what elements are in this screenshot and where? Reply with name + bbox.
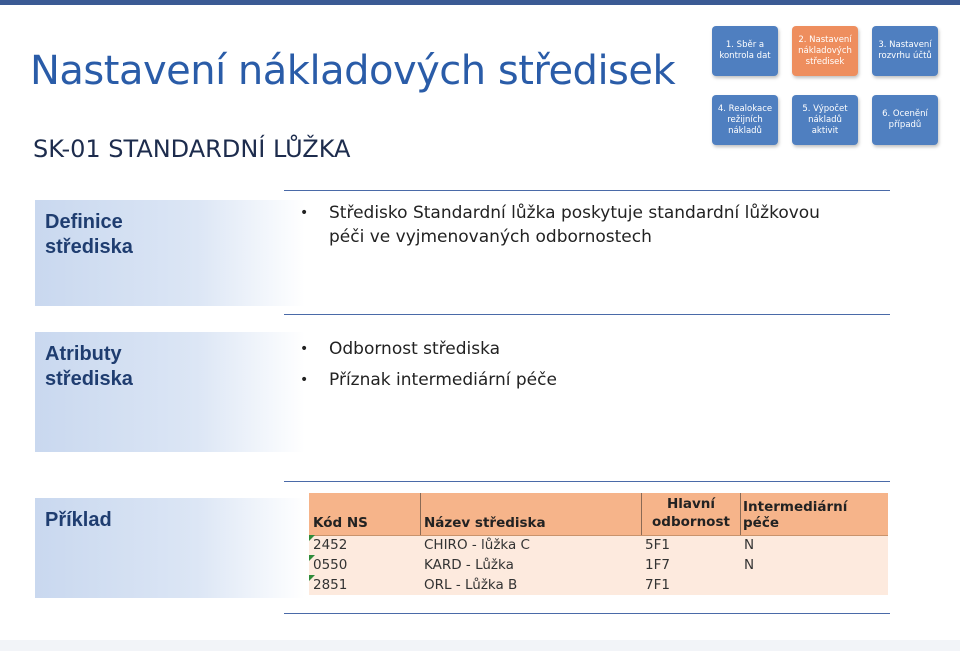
bullet-item: • Příznak intermediární péče xyxy=(300,370,557,390)
example-label-box xyxy=(35,498,305,598)
step-1-data-collection: 1. Sběr a kontrola dat xyxy=(712,26,778,76)
cell-name: KARD - Lůžka xyxy=(424,557,514,573)
bullet-item: • Středisko Standardní lůžka poskytuje standardní lůžkovou péči ve vyjmenovaných odbornostech xyxy=(300,203,820,247)
section-divider xyxy=(284,190,890,191)
step-5-activity-costs: 5. Výpočet nákladů aktivit xyxy=(792,95,858,145)
attributes-label: Atributy střediska xyxy=(45,343,133,390)
page-title: Nastavení nákladových středisek xyxy=(30,48,676,94)
attributes-label-box xyxy=(35,332,305,452)
bullet-item: • Odbornost střediska xyxy=(300,339,501,359)
cell-code: 2851 xyxy=(313,577,348,593)
cell-main: 7F1 xyxy=(645,577,670,593)
section-divider xyxy=(284,314,890,315)
definition-label-box xyxy=(35,200,305,306)
attributes-bullets xyxy=(300,337,860,392)
table-row xyxy=(309,535,888,555)
cell-code: 2452 xyxy=(313,537,348,553)
header-code: Kód NS xyxy=(313,515,368,531)
cell-main: 1F7 xyxy=(645,557,670,573)
table-row xyxy=(309,575,888,595)
column-divider xyxy=(420,493,421,535)
section-divider xyxy=(284,613,890,614)
definition-label: Definice střediska xyxy=(45,211,133,258)
cell-main: 5F1 xyxy=(645,537,670,553)
header-intermediate-care: Intermediární péče xyxy=(743,499,848,531)
step-4-overhead-reallocation: 4. Realokace režijních nákladů xyxy=(712,95,778,145)
step-3-account-allocation: 3. Nastavení rozvrhu účtů xyxy=(872,26,938,76)
table-header xyxy=(309,493,888,536)
example-label: Příklad xyxy=(45,509,112,531)
header-name: Název střediska xyxy=(424,515,546,531)
definition-bullets xyxy=(300,201,860,249)
step-2-cost-centers: 2. Nastavení nákladových středisek xyxy=(792,26,858,76)
section-divider xyxy=(284,481,890,482)
cell-intermediate: N xyxy=(744,557,755,573)
cell-name: CHIRO - lůžka C xyxy=(424,537,530,553)
page-subtitle: SK-01 STANDARDNÍ LŮŽKA xyxy=(33,135,351,163)
example-table xyxy=(309,493,888,595)
step-6-case-costing: 6. Ocenění případů xyxy=(872,95,938,145)
cell-code: 0550 xyxy=(313,557,348,573)
cell-intermediate: N xyxy=(744,537,755,553)
column-divider xyxy=(740,493,741,535)
table-row xyxy=(309,555,888,575)
header-main-specialty: Hlavní odbornost xyxy=(652,496,730,530)
cell-name: ORL - Lůžka B xyxy=(424,577,518,593)
bottom-strip xyxy=(0,640,960,651)
top-accent-bar xyxy=(0,0,960,5)
